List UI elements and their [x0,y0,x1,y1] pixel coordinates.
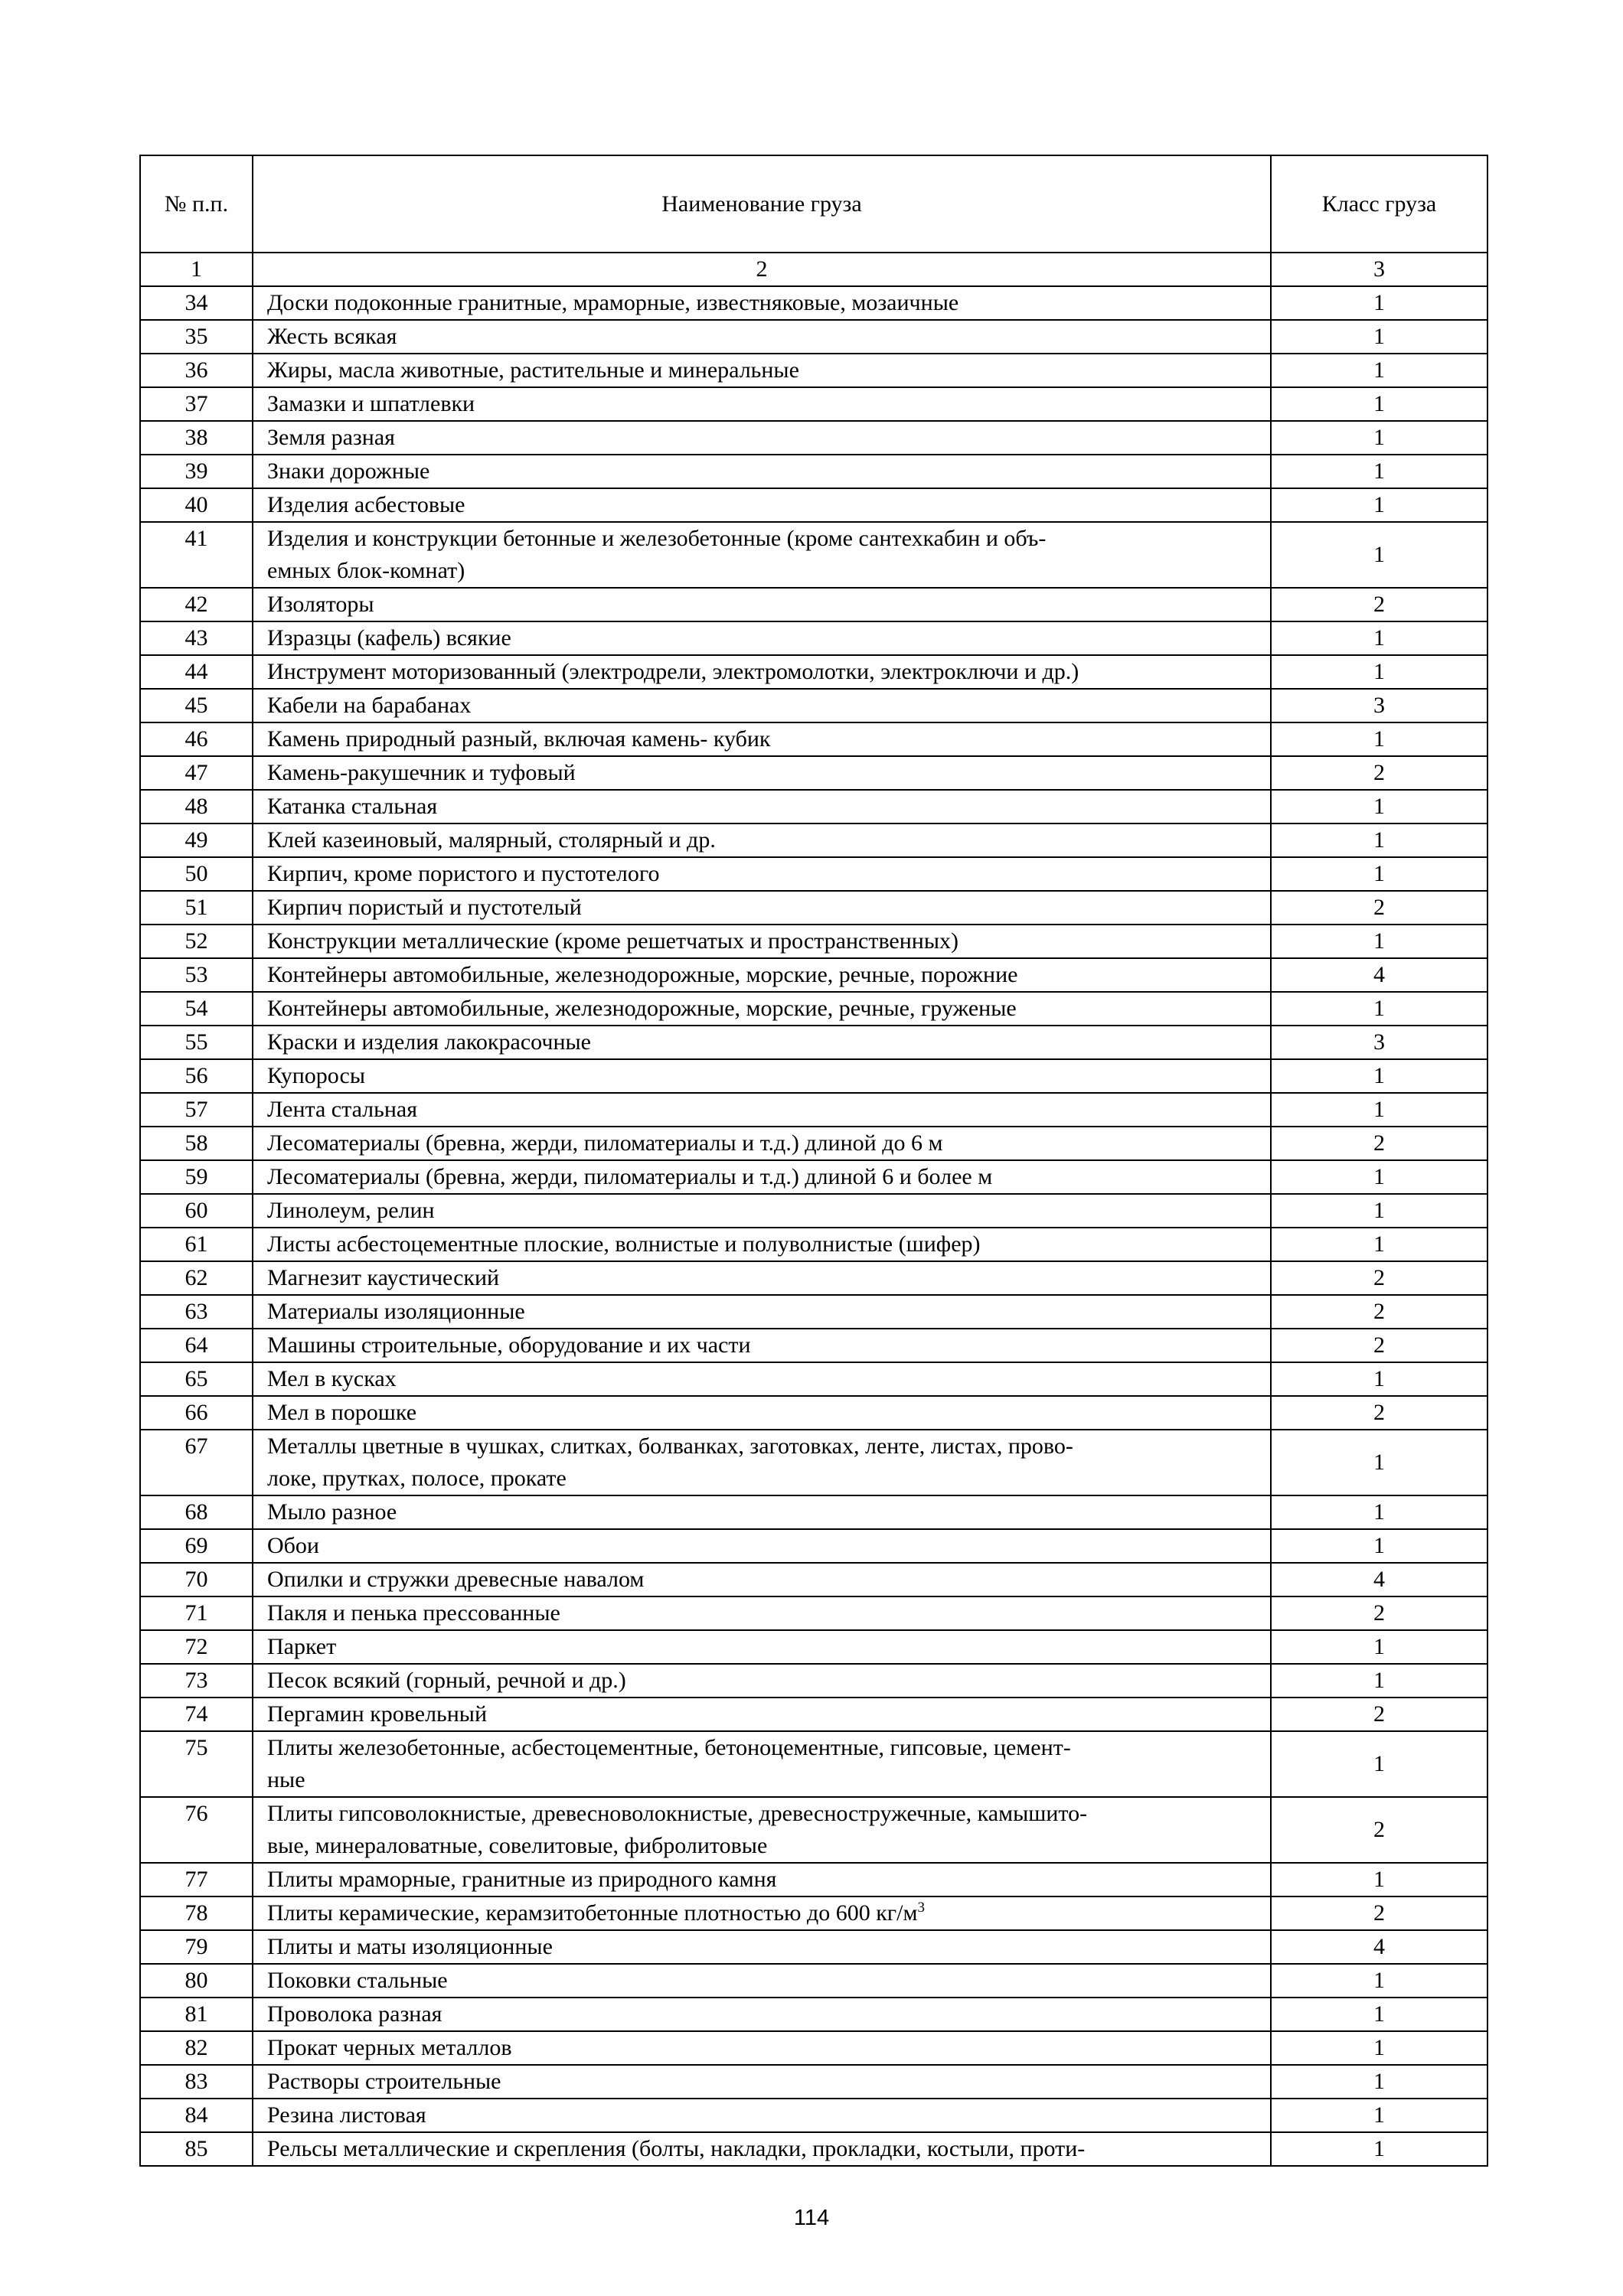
cargo-class: 2 [1271,1329,1487,1362]
table-row [140,655,1487,689]
cargo-class: 1 [1271,1863,1487,1896]
cargo-class: 1 [1271,387,1487,421]
row-number: 54 [140,992,253,1026]
table-row [140,1529,1487,1563]
table-row [140,621,1487,655]
cargo-name [253,1160,1271,1194]
cargo-name-text: Пакля и пенька прессованные [267,1600,560,1626]
table-row [140,1698,1487,1731]
cargo-class: 1 [1271,722,1487,756]
cargo-class: 1 [1271,1228,1487,1261]
table-row [140,2099,1487,2132]
cargo-name-text: Камень природный разный, включая камень- кубик [267,726,771,752]
table-row [140,1896,1487,1930]
cargo-class: 4 [1271,1563,1487,1596]
cargo-class: 1 [1271,2132,1487,2166]
cargo-name-text: Контейнеры автомобильные, железнодорожные, морские, речные, порожние [267,962,1018,987]
table-row [140,1295,1487,1329]
table-row [140,1329,1487,1362]
cargo-name-text: Плиты мраморные, гранитные из природного камня [267,1867,777,1892]
cargo-class: 1 [1271,522,1487,588]
cargo-name [253,1026,1271,1059]
table-row [140,722,1487,756]
cargo-name [253,1930,1271,1964]
cargo-name-text: Плиты и маты изоляционные [267,1934,553,1959]
cargo-name-text: Инструмент моторизованный (электродрели, электромолотки, электроключи и др.) [267,659,1079,684]
row-number: 55 [140,1026,253,1059]
cargo-name [253,756,1271,790]
column-index-row [140,253,1487,286]
column-index-1: 1 [140,253,253,286]
table-row [140,488,1487,522]
table-row [140,286,1487,320]
column-index-2: 2 [253,253,1271,286]
cargo-name-text: Рельсы металлические и скрепления (болты, накладки, прокладки, костыли, проти- [267,2136,1086,2161]
cargo-name [253,689,1271,722]
row-number: 68 [140,1495,253,1529]
cargo-class: 1 [1271,1529,1487,1563]
row-number: 75 [140,1731,253,1797]
row-number: 84 [140,2099,253,2132]
cargo-name-text: Опилки и стружки древесные навалом [267,1567,645,1592]
row-number: 85 [140,2132,253,2166]
row-number: 34 [140,286,253,320]
table-row [140,1261,1487,1295]
row-number: 76 [140,1797,253,1863]
cargo-name [253,1194,1271,1228]
table-row [140,1998,1487,2031]
page-number: 114 [793,2206,830,2230]
table-row [140,1160,1487,1194]
row-number: 37 [140,387,253,421]
cargo-name [253,1495,1271,1529]
row-number: 67 [140,1430,253,1495]
cargo-name [253,891,1271,925]
cargo-name [253,2065,1271,2099]
row-number: 58 [140,1127,253,1160]
cargo-class: 1 [1271,2065,1487,2099]
cargo-name-text: Лента стальная [267,1097,417,1122]
cargo-name-text: Металлы цветные в чушках, слитках, болванках, заготовках, ленте, листах, прово- [267,1433,1073,1459]
cargo-name-text: Песок всякий (горный, речной и др.) [267,1668,626,1693]
cargo-name [253,655,1271,689]
header-cargo-name: Наименование груза [253,155,1271,253]
table-row [140,1964,1487,1998]
cargo-class: 1 [1271,1059,1487,1093]
cargo-class: 1 [1271,925,1487,958]
cargo-class: 2 [1271,891,1487,925]
cargo-name [253,1529,1271,1563]
cargo-name [253,588,1271,621]
table-row [140,1563,1487,1596]
cargo-name-text: Изразцы (кафель) всякие [267,625,511,651]
table-row [140,823,1487,857]
cargo-class: 4 [1271,958,1487,992]
cargo-class: 1 [1271,320,1487,354]
cargo-class: 1 [1271,455,1487,488]
table-row [140,689,1487,722]
row-number: 35 [140,320,253,354]
cargo-name-text: Клей казеиновый, малярный, столярный и др. [267,827,716,853]
cargo-class: 1 [1271,2099,1487,2132]
table-row [140,1362,1487,1396]
row-number: 63 [140,1295,253,1329]
cargo-name-text: Лесоматериалы (бревна, жерди, пиломатериалы и т.д.) длиной до 6 м [267,1130,943,1156]
row-number: 41 [140,522,253,588]
cargo-name [253,1964,1271,1998]
cargo-name [253,1563,1271,1596]
cargo-name-text: Катанка стальная [267,794,438,819]
row-number: 78 [140,1896,253,1930]
table-row [140,1596,1487,1630]
row-number: 81 [140,1998,253,2031]
row-number: 56 [140,1059,253,1093]
cargo-name-text: Кирпич пористый и пустотелый [267,895,582,920]
cargo-name-text: Конструкции металлические (кроме решетчатых и пространственных) [267,928,959,954]
table-row [140,1863,1487,1896]
row-number: 44 [140,655,253,689]
cargo-name-text: Земля разная [267,425,395,450]
cargo-class: 4 [1271,1930,1487,1964]
cargo-class: 1 [1271,1495,1487,1529]
table-row [140,857,1487,891]
table-row [140,1430,1487,1495]
cargo-name [253,522,1271,588]
row-number: 71 [140,1596,253,1630]
row-number: 64 [140,1329,253,1362]
cargo-class: 2 [1271,1896,1487,1930]
row-number: 83 [140,2065,253,2099]
row-number: 60 [140,1194,253,1228]
cargo-name [253,2132,1271,2166]
table-row [140,320,1487,354]
cargo-class: 2 [1271,1261,1487,1295]
row-number: 79 [140,1930,253,1964]
cargo-class: 1 [1271,1160,1487,1194]
cargo-class: 1 [1271,1362,1487,1396]
cargo-name-text: Обои [267,1533,319,1558]
cargo-class: 1 [1271,354,1487,387]
cargo-class: 1 [1271,1630,1487,1664]
cargo-name [253,1362,1271,1396]
cargo-name-text: Кабели на барабанах [267,693,472,718]
cargo-class: 1 [1271,790,1487,823]
cargo-name [253,1896,1271,1930]
cargo-name-text: Магнезит каустический [267,1265,500,1290]
cargo-name-text: Купоросы [267,1063,366,1088]
row-number: 73 [140,1664,253,1698]
row-number: 69 [140,1529,253,1563]
table-row [140,1228,1487,1261]
cargo-class: 1 [1271,621,1487,655]
table-row [140,1127,1487,1160]
table-row [140,925,1487,958]
cargo-name-text: Линолеум, релин [267,1198,435,1223]
row-number: 46 [140,722,253,756]
cargo-name [253,320,1271,354]
table-row [140,1664,1487,1698]
cargo-class: 2 [1271,1698,1487,1731]
cargo-name-text: Паркет [267,1634,337,1659]
cargo-class: 1 [1271,992,1487,1026]
cargo-class: 1 [1271,1664,1487,1698]
cargo-name [253,1127,1271,1160]
cargo-class: 1 [1271,857,1487,891]
table-row [140,522,1487,588]
row-number: 52 [140,925,253,958]
cargo-name [253,455,1271,488]
cargo-name-text: Замазки и шпатлевки [267,391,475,416]
cargo-name-text: Мел в кусках [267,1366,397,1391]
table-row [140,421,1487,455]
cargo-name-text: Машины строительные, оборудование и их части [267,1332,751,1358]
row-number: 43 [140,621,253,655]
cargo-class: 1 [1271,823,1487,857]
row-number: 62 [140,1261,253,1295]
table-row [140,891,1487,925]
cargo-name-text: Материалы изоляционные [267,1299,525,1324]
cargo-name-text: Краски и изделия лакокрасочные [267,1029,591,1055]
cargo-name [253,2031,1271,2065]
cargo-name-text: Контейнеры автомобильные, железнодорожные, морские, речные, груженые [267,996,1017,1021]
cargo-name [253,1698,1271,1731]
cargo-name-text: Жесть всякая [267,324,397,349]
cargo-name-text: Пергамин кровельный [267,1701,487,1727]
cargo-name [253,1630,1271,1664]
cargo-name-text: Прокат черных металлов [267,2035,512,2060]
cargo-name-text: Плиты керамические, керамзитобетонные плотностью до 600 кг/м [267,1900,918,1926]
table-row [140,1396,1487,1430]
table-row [140,354,1487,387]
cargo-name-text: Кирпич, кроме пористого и пустотелого [267,861,660,886]
cargo-name [253,1261,1271,1295]
cargo-class: 3 [1271,689,1487,722]
header-cargo-class: Класс груза [1271,155,1487,253]
table-row [140,992,1487,1026]
row-number: 80 [140,1964,253,1998]
cargo-name [253,790,1271,823]
cargo-name [253,857,1271,891]
table-row [140,1930,1487,1964]
table-row [140,790,1487,823]
cargo-name-text: Проволока разная [267,2001,442,2027]
cargo-name [253,1093,1271,1127]
cargo-name [253,1059,1271,1093]
cargo-name [253,1731,1271,1797]
cargo-name [253,1396,1271,1430]
cargo-name [253,958,1271,992]
cargo-name [253,1430,1271,1495]
cargo-class: 1 [1271,1998,1487,2031]
cargo-class: 1 [1271,286,1487,320]
row-number: 42 [140,588,253,621]
cargo-name [253,421,1271,455]
cargo-name [253,1596,1271,1630]
cargo-class-table [139,155,1488,2167]
cargo-name [253,992,1271,1026]
cargo-class: 1 [1271,1093,1487,1127]
row-number: 36 [140,354,253,387]
cargo-class: 1 [1271,488,1487,522]
row-number: 53 [140,958,253,992]
cargo-class: 3 [1271,1026,1487,1059]
cargo-name [253,621,1271,655]
cargo-name-text: Камень-ракушечник и туфовый [267,760,576,785]
cargo-name-text: Мел в порошке [267,1400,417,1425]
cargo-name-text: Изоляторы [267,592,374,617]
table-row [140,1026,1487,1059]
row-number: 66 [140,1396,253,1430]
cargo-class: 1 [1271,1731,1487,1797]
row-number: 49 [140,823,253,857]
cargo-class: 1 [1271,421,1487,455]
cargo-name [253,488,1271,522]
table-row [140,1797,1487,1863]
row-number: 82 [140,2031,253,2065]
cargo-name [253,286,1271,320]
cargo-name-text: Знаки дорожные [267,458,430,484]
cargo-class: 2 [1271,588,1487,621]
row-number: 77 [140,1863,253,1896]
table-row [140,455,1487,488]
table-row [140,958,1487,992]
table-row [140,1495,1487,1529]
cargo-class: 1 [1271,2031,1487,2065]
cargo-name-text: Изделия асбестовые [267,492,465,517]
cargo-name-continuation: локе, прутках, полосе, прокате [267,1466,567,1491]
cargo-name [253,1228,1271,1261]
cargo-name [253,1863,1271,1896]
cargo-name-text: Плиты железобетонные, асбестоцементные, бетоноцементные, гипсовые, цемент- [267,1735,1071,1760]
cargo-name-text: Поковки стальные [267,1968,448,1993]
cargo-name-text: Мыло разное [267,1499,397,1525]
cargo-name-continuation: ные [267,1767,305,1792]
cargo-name [253,354,1271,387]
cargo-name-text: Лесоматериалы (бревна, жерди, пиломатериалы и т.д.) длиной 6 и более м [267,1164,993,1189]
cargo-class: 2 [1271,756,1487,790]
cargo-name-text: Плиты гипсоволокнистые, древесноволокнистые, древесностружечные, камышито- [267,1801,1088,1826]
row-number: 70 [140,1563,253,1596]
row-number: 39 [140,455,253,488]
cargo-class: 1 [1271,1964,1487,1998]
table-row [140,1194,1487,1228]
table-row [140,1731,1487,1797]
cargo-name-text: Резина листовая [267,2102,426,2128]
table-row [140,1093,1487,1127]
row-number: 51 [140,891,253,925]
cargo-class: 1 [1271,1430,1487,1495]
header-row [140,155,1487,253]
row-number: 72 [140,1630,253,1664]
row-number: 59 [140,1160,253,1194]
cargo-name-text: Изделия и конструкции бетонные и железобетонные (кроме сантехкабин и объ- [267,526,1047,551]
table-row [140,2132,1487,2166]
table-row [140,387,1487,421]
cargo-name-text: Растворы строительные [267,2069,501,2094]
cargo-name [253,1664,1271,1698]
row-number: 50 [140,857,253,891]
cargo-class: 2 [1271,1396,1487,1430]
row-number: 48 [140,790,253,823]
table-row [140,756,1487,790]
table-row [140,2031,1487,2065]
column-index-3: 3 [1271,253,1487,286]
cargo-name [253,2099,1271,2132]
row-number: 40 [140,488,253,522]
header-number: № п.п. [140,155,253,253]
table-row [140,1059,1487,1093]
cargo-name [253,387,1271,421]
row-number: 65 [140,1362,253,1396]
cargo-name [253,823,1271,857]
cargo-name-superscript: 3 [917,1900,925,1916]
cargo-name [253,1329,1271,1362]
cargo-name [253,1295,1271,1329]
cargo-name-text: Жиры, масла животные, растительные и минеральные [267,357,799,383]
row-number: 45 [140,689,253,722]
cargo-name-continuation: вые, минераловатные, совелитовые, фибролитовые [267,1833,768,1858]
row-number: 38 [140,421,253,455]
row-number: 57 [140,1093,253,1127]
row-number: 61 [140,1228,253,1261]
cargo-name-continuation: емных блок-комнат) [267,558,465,583]
cargo-name [253,722,1271,756]
cargo-class: 2 [1271,1596,1487,1630]
cargo-class: 1 [1271,655,1487,689]
row-number: 74 [140,1698,253,1731]
cargo-class: 2 [1271,1295,1487,1329]
cargo-name [253,1797,1271,1863]
table-row [140,588,1487,621]
table-row [140,1630,1487,1664]
cargo-name [253,925,1271,958]
cargo-name-text: Листы асбестоцементные плоские, волнистые и полуволнистые (шифер) [267,1231,981,1257]
cargo-name-text: Доски подоконные гранитные, мраморные, известняковые, мозаичные [267,290,959,315]
cargo-class: 2 [1271,1797,1487,1863]
cargo-name [253,1998,1271,2031]
cargo-class: 1 [1271,1194,1487,1228]
table-row [140,2065,1487,2099]
row-number: 47 [140,756,253,790]
cargo-class: 2 [1271,1127,1487,1160]
